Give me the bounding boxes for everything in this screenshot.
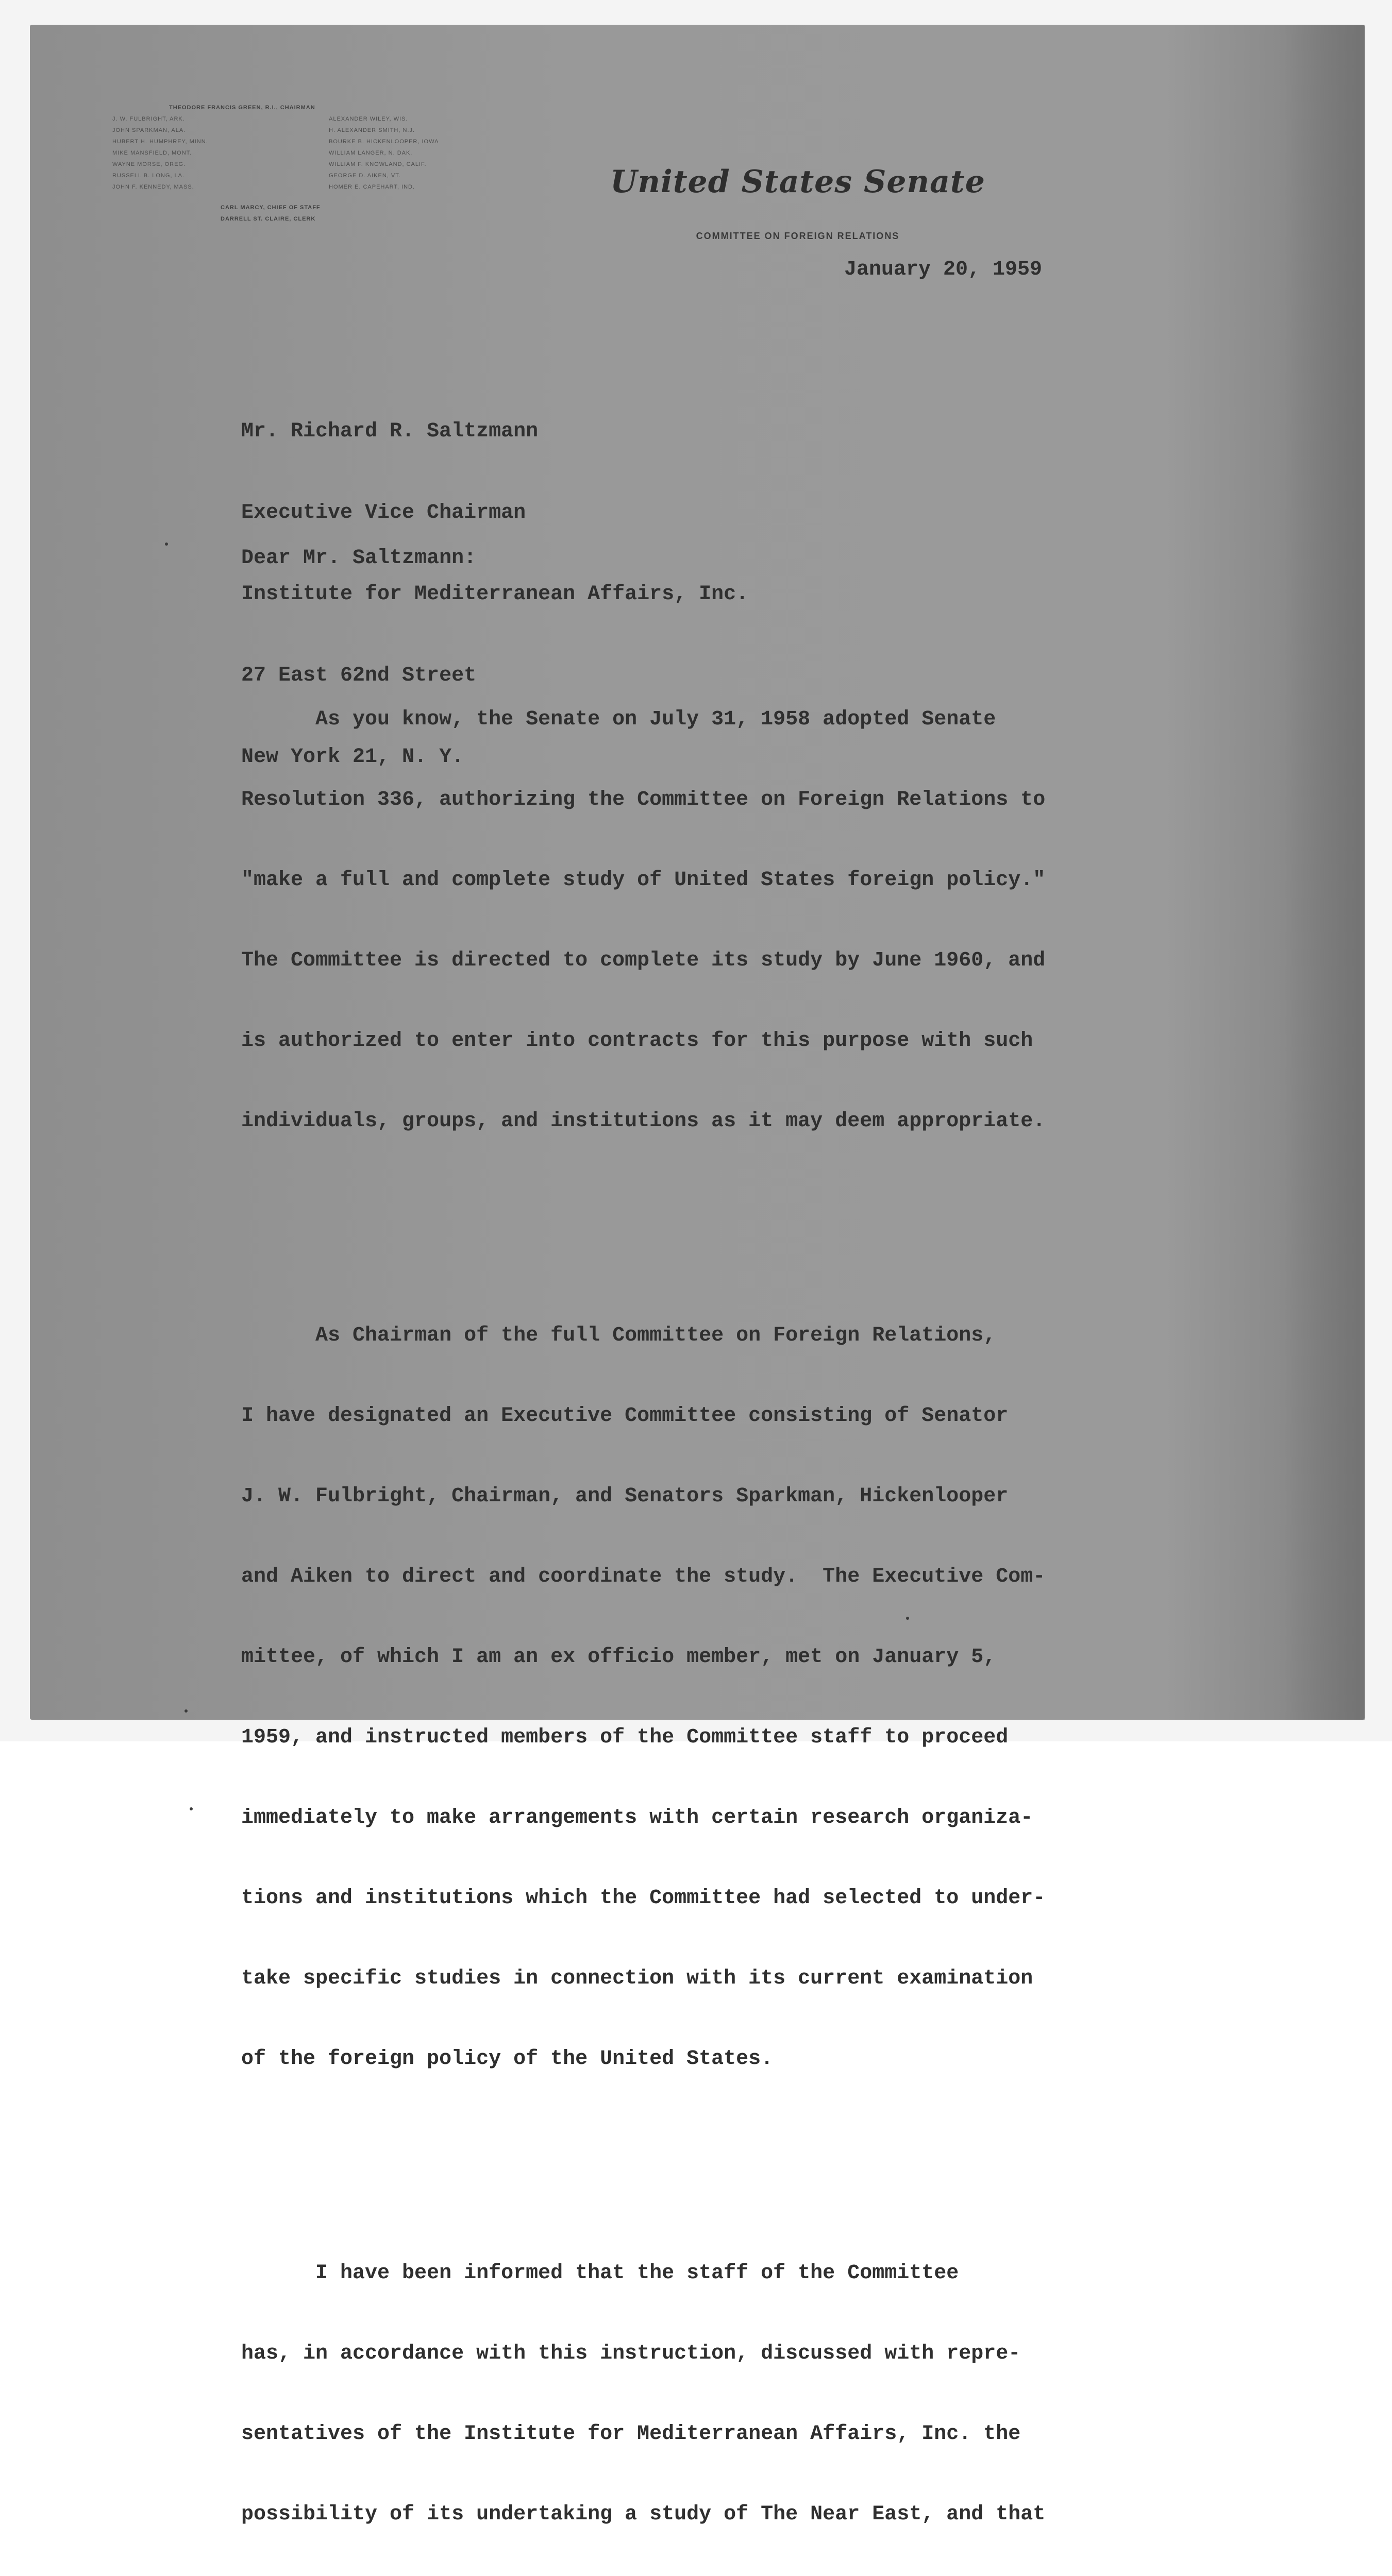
- address-line: Mr. Richard R. Saltzmann: [241, 420, 539, 443]
- member-name: WILLIAM F. KNOWLAND, CALIF.: [329, 161, 427, 167]
- senate-title: United States Senate: [610, 164, 985, 200]
- address-line: Executive Vice Chairman: [241, 501, 526, 524]
- body-line: Resolution 336, authorizing the Committee on Foreign Relations to: [241, 788, 1046, 811]
- speck: [165, 543, 168, 546]
- paper-specks: [30, 25, 1365, 1720]
- member-name: MIKE MANSFIELD, MONT.: [112, 150, 192, 156]
- body-line: I have designated an Executive Committee consisting of Senator: [241, 1404, 1009, 1428]
- body-line: possibility of its undertaking a study of The Near East, and that: [241, 2503, 1046, 2526]
- body-line: individuals, groups, and institutions as it may deem appropriate.: [241, 1110, 1046, 1133]
- member-name: WAYNE MORSE, OREG.: [112, 161, 186, 167]
- member-name: WILLIAM LANGER, N. DAK.: [329, 150, 413, 156]
- body-line: "make a full and complete study of United States foreign policy.": [241, 869, 1046, 892]
- member-name: ALEXANDER WILEY, WIS.: [329, 116, 408, 122]
- member-name: HUBERT H. HUMPHREY, MINN.: [112, 139, 208, 145]
- address-line: New York 21, N. Y.: [241, 745, 464, 769]
- body-line: J. W. Fulbright, Chairman, and Senators Sparkman, Hickenlooper: [241, 1485, 1009, 1508]
- body-line: of the foreign policy of the United States.: [241, 2047, 774, 2071]
- speck: [906, 1617, 909, 1620]
- address-line: 27 East 62nd Street: [241, 664, 477, 687]
- staff-name: DARRELL ST. CLAIRE, CLERK: [221, 216, 316, 222]
- body-line: As Chairman of the full Committee on Foreign Relations,: [241, 1324, 996, 1347]
- body-line: 1959, and instructed members of the Committee staff to proceed: [241, 1726, 1009, 1749]
- body-line: sentatives of the Institute for Mediterranean Affairs, Inc. the: [241, 2422, 1021, 2446]
- speck: [190, 1807, 193, 1810]
- member-name: RUSSELL B. LONG, LA.: [112, 173, 185, 179]
- member-name: GEORGE D. AIKEN, VT.: [329, 173, 401, 179]
- letter-date: January 20, 1959: [844, 258, 1043, 281]
- member-name: JOHN F. KENNEDY, MASS.: [112, 184, 194, 190]
- committee-name: COMMITTEE ON FOREIGN RELATIONS: [696, 231, 900, 241]
- paragraph-3: [241, 2207, 1148, 2576]
- body-line: and Aiken to direct and coordinate the study. The Executive Com-: [241, 1565, 1046, 1588]
- address-line: Institute for Mediterranean Affairs, Inc.: [241, 583, 749, 606]
- body-line: I have been informed that the staff of the Committee: [241, 2262, 959, 2285]
- body-line: mittee, of which I am an ex officio member, met on January 5,: [241, 1646, 996, 1669]
- body-line: is authorized to enter into contracts for this purpose with such: [241, 1029, 1033, 1053]
- body-line: immediately to make arrangements with certain research organiza-: [241, 1806, 1033, 1829]
- body-line: As you know, the Senate on July 31, 1958 adopted Senate: [241, 708, 996, 731]
- body-line: has, in accordance with this instruction, discussed with repre-: [241, 2342, 1021, 2365]
- staff-name: CARL MARCY, CHIEF OF STAFF: [221, 205, 321, 211]
- body-line: tions and institutions which the Committee had selected to under-: [241, 1887, 1046, 1910]
- body-line: take specific studies in connection with its current examination: [241, 1967, 1033, 1990]
- letter-page: [30, 25, 1365, 2526]
- member-name: H. ALEXANDER SMITH, N.J.: [329, 127, 415, 133]
- member-name: JOHN SPARKMAN, ALA.: [112, 127, 186, 133]
- speck: [185, 1709, 188, 1713]
- salutation: Dear Mr. Saltzmann:: [241, 547, 477, 570]
- chairman-line: THEODORE FRANCIS GREEN, R.I., CHAIRMAN: [169, 105, 315, 111]
- member-name: BOURKE B. HICKENLOOPER, IOWA: [329, 139, 439, 145]
- member-name: J. W. FULBRIGHT, ARK.: [112, 116, 185, 122]
- member-name: HOMER E. CAPEHART, IND.: [329, 184, 415, 190]
- body-line: The Committee is directed to complete its study by June 1960, and: [241, 949, 1046, 972]
